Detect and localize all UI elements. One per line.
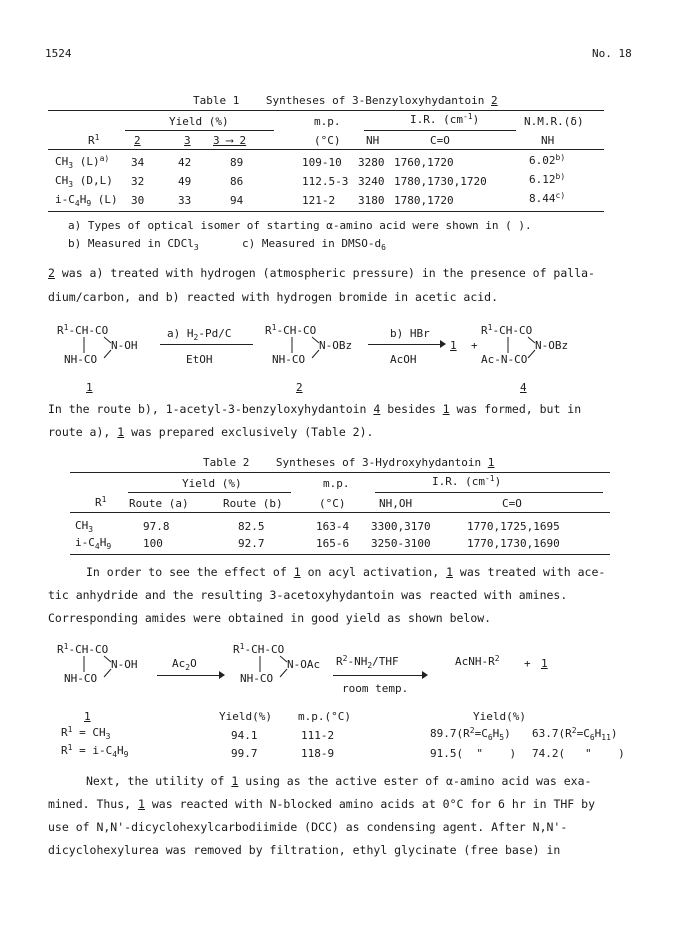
para1-line1: 2 was a) treated with hydrogen (atmospheric pressure) in the presence of palla- [48, 266, 595, 280]
table2-row1-route-b: 82.5 [238, 520, 265, 533]
para4-line2: mined. Thus, 1 was reacted with N-blocked amino acids at 0°C for 6 hr in THF by [48, 797, 595, 811]
table1-row1-y3: 42 [178, 156, 192, 169]
table1-note-c: c) Measured in DMSO-$d_6$ [242, 237, 386, 252]
scheme2-start-top: $R^1-CH-CO$ [57, 642, 109, 656]
scheme2-row1-yield2a: $89.7(R^2=C_6H_5)$ [430, 726, 511, 742]
table2-title: Syntheses of 3-Hydroxyhydantoin [275, 456, 482, 469]
table1-row2-r1: $CH_3$ (D,L) [55, 174, 113, 189]
scheme1-step-b: b) HBr [390, 327, 430, 340]
scheme1-start-bottom: NH-CO [64, 353, 98, 366]
table1-col-ir: I.R. $(cm^{-1})$ [410, 112, 480, 126]
scheme2-plus: + [524, 657, 531, 670]
table1-note-b: b) Measured in CDCl$_3$ [68, 237, 199, 252]
scheme2-row1-mp: 111-2 [301, 729, 335, 742]
scheme2-condition: room temp. [342, 682, 409, 695]
table2-sub-nhoh: NH,OH [379, 497, 413, 510]
scheme2-mid-bottom: NH-CO [240, 672, 274, 685]
scheme2-row2-yield2b: 74.2( " ) [532, 747, 625, 760]
scheme1-step-a-solvent: EtOH [186, 353, 213, 366]
scheme2-reagent1: $Ac_2O$ [172, 657, 197, 672]
table1-label: Table 1 [193, 94, 240, 107]
scheme2-h-yield: Yield(%) [219, 710, 272, 723]
scheme1-num1: 1 [86, 381, 93, 394]
table2-sub-r1: $R^1$ [95, 495, 107, 509]
table1-row3-y3: 33 [178, 194, 192, 207]
table1-sub-3: 3 [184, 134, 191, 147]
issue-number: No. 18 [592, 47, 632, 60]
scheme1-step-b-solvent: AcOH [390, 353, 417, 366]
scheme2-h-yield2: Yield(%) [473, 710, 526, 723]
table1-col-mp: m.p. [314, 115, 341, 128]
table1-row1-co: 1760,1720 [394, 156, 454, 169]
table1-row1-nh: 3280 [358, 156, 385, 169]
table2-col-ir: I.R. $(cm^{-1})$ [432, 474, 502, 488]
table1-row1-y32: 89 [230, 156, 244, 169]
scheme2-row2-r: $R^1 = i-C_4H_9$ [61, 743, 129, 759]
page-number: 1524 [45, 47, 72, 60]
scheme1-end-top: $R^1-CH-CO$ [481, 323, 533, 337]
table1-row1-r1: $CH_3$ $(L)^{a)}$ [55, 154, 110, 170]
table2-row2-co: 1770,1730,1690 [467, 537, 560, 550]
scheme1-step-a: a) $H_2-Pd/C$ [167, 327, 232, 342]
scheme2-row2-yield2a: 91.5( " ) [430, 747, 517, 760]
table1-row1-nmr: 6.02$^{b)}$ [529, 153, 566, 167]
table1-sub-2: 2 [134, 134, 141, 147]
table1-sub-c: (°C) [314, 134, 341, 147]
table2-label: Table 2 [203, 456, 250, 469]
scheme1-start-noh: N-OH [111, 339, 138, 352]
scheme2-arrow2 [333, 670, 428, 680]
para2-line2: route a), 1 was prepared exclusively (Table 2). [48, 425, 374, 439]
table2-row2-mp: 165-6 [316, 537, 350, 550]
table1-row3-y32: 94 [230, 194, 244, 207]
table2-sub-co: C=O [502, 497, 522, 510]
para3-line2: tic anhydride and the resulting 3-acetoxyhydantoin was reacted with amines. [48, 588, 568, 602]
para3-line3: Corresponding amides were obtained in good yield as shown below. [48, 611, 492, 625]
para4-line1: Next, the utility of 1 using as the active ester of α-amino acid was exa- [86, 774, 592, 788]
table1-sub-r1: $R^1$ [88, 133, 100, 147]
table1-sub-nh2: NH [541, 134, 555, 147]
scheme1-num4: 4 [520, 381, 527, 394]
scheme2-start-noh: N-OH [111, 658, 138, 671]
para3-line1: In order to see the effect of 1 on acyl activation, 1 was treated with ace- [86, 565, 606, 579]
table2-sub-route-a: Route (a) [129, 497, 189, 510]
table2-sub-c: (°C) [319, 497, 346, 510]
table1-row1-mp: 109-10 [302, 156, 342, 169]
table1-row3-y2: 30 [131, 194, 145, 207]
scheme2-num1: 1 [84, 710, 91, 723]
scheme2-row2-yield: 99.7 [231, 747, 258, 760]
table1-row2-y32: 86 [230, 175, 244, 188]
table2-row2-route-b: 92.7 [238, 537, 265, 550]
table2-row1-mp: 163-4 [316, 520, 350, 533]
scheme1-start-top: $R^1-CH-CO$ [57, 323, 109, 337]
table2-row1-r1: $CH_3$ [75, 519, 94, 534]
table2-row2-route-a: 100 [143, 537, 163, 550]
table1-title-ref: 2 [491, 94, 498, 107]
para2-line1: In the route b), 1-acetyl-3-benzyloxyhydantoin 4 besides 1 was formed, but in [48, 402, 582, 416]
table2-row1-nhoh: 3300,3170 [371, 520, 431, 533]
table1-note-a: a) Types of optical isomer of starting α-amino acid were shown in ( ). [68, 219, 532, 232]
scheme2-mid-top: $R^1-CH-CO$ [233, 642, 285, 656]
scheme1-num2: 2 [296, 381, 303, 394]
table1-row3-r1: $i-C_4H_9$ (L) [55, 193, 118, 208]
scheme1-plus: + [471, 339, 478, 352]
table1-row3-nh: 3180 [358, 194, 385, 207]
table2-col-mp: m.p. [323, 477, 350, 490]
table1-row1-y2: 34 [131, 156, 145, 169]
scheme2-product: AcNH-$R^2$ [455, 654, 500, 668]
table1-row3-mp: 121-2 [302, 194, 336, 207]
scheme2-h-mp: m.p.(°C) [298, 710, 351, 723]
scheme2-reagent2: $R^2-NH_2$/THF [336, 654, 399, 670]
scheme1-end-nobz: N-OBz [535, 339, 569, 352]
scheme2-row1-yield2b: $63.7(R^2=C_6H_{11})$ [532, 726, 618, 742]
table2-row2-r1: $i-C_4H_9$ [75, 536, 112, 551]
table2-sub-route-b: Route (b) [223, 497, 283, 510]
para4-line4: dicyclohexylurea was removed by filtration, ethyl glycinate (free base) in [48, 843, 561, 857]
table2-row1-co: 1770,1725,1695 [467, 520, 560, 533]
table1-title: Syntheses of 3-Benzyloxyhydantoin [265, 94, 485, 107]
scheme1-mid-nobz: N-OBz [319, 339, 353, 352]
scheme1-product1: 1 [450, 339, 457, 352]
scheme2-row1-r: $R^1 = CH_3$ [61, 725, 111, 741]
scheme1-mid-top: $R^1-CH-CO$ [265, 323, 317, 337]
scheme1-mid-bottom: NH-CO [272, 353, 306, 366]
para1-line2: dium/carbon, and b) reacted with hydrogen bromide in acetic acid. [48, 290, 499, 304]
table2-title-ref: 1 [487, 456, 495, 469]
table1-col-yield: Yield (%) [169, 115, 229, 128]
table1-row2-nh: 3240 [358, 175, 385, 188]
table1-row2-y2: 32 [131, 175, 145, 188]
para4-line3: use of N,N'-dicyclohexylcarbodiimide (DCC) as condensing agent. After N,N'- [48, 820, 568, 834]
scheme2-product2: 1 [541, 657, 548, 670]
table1-sub-co: C=O [430, 134, 450, 147]
table1-row3-nmr: 8.44$^{c)}$ [529, 191, 566, 205]
table1-row2-mp: 112.5-3 [302, 175, 349, 188]
scheme1-end-bottom: Ac-N-CO [481, 353, 528, 366]
scheme2-row1-yield: 94.1 [231, 729, 258, 742]
table1-row3-co: 1780,1720 [394, 194, 454, 207]
scheme2-row2-mp: 118-9 [301, 747, 335, 760]
table1-col-nmr: N.M.R.(δ) [524, 115, 584, 128]
table2-row1-route-a: 97.8 [143, 520, 170, 533]
scheme2-start-bottom: NH-CO [64, 672, 98, 685]
table2-col-yield: Yield (%) [182, 477, 242, 490]
table1-row2-y3: 49 [178, 175, 192, 188]
table1-sub-3to2: 3 ⟶ 2 [213, 134, 247, 147]
table2-row2-nhoh: 3250-3100 [371, 537, 431, 550]
table1-row2-nmr: 6.12$^{b)}$ [529, 172, 566, 186]
scheme2-mid-noac: N-OAc [287, 658, 321, 671]
table1-sub-nh: NH [366, 134, 380, 147]
table1-row2-co: 1780,1730,1720 [394, 175, 487, 188]
